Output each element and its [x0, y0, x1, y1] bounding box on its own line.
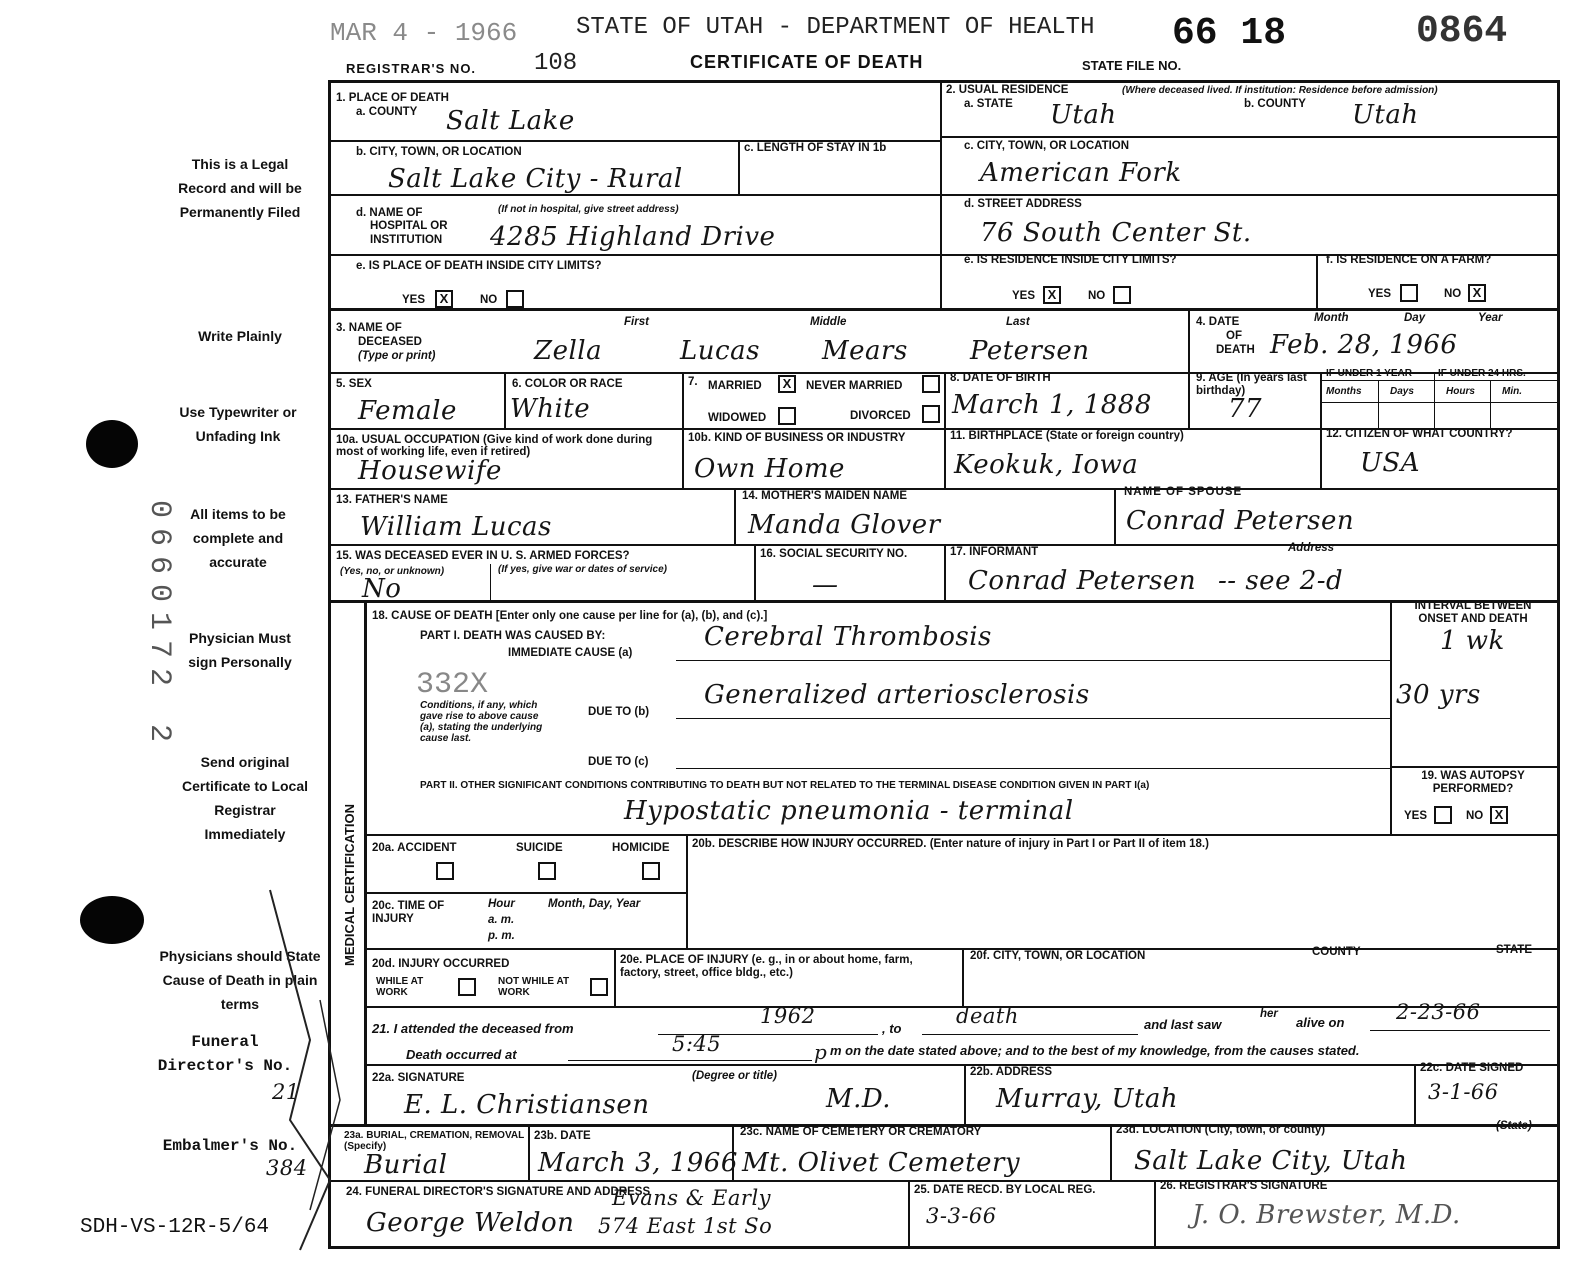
f9-months-label: Months [1326, 386, 1362, 397]
f9-hours-label: Hours [1446, 386, 1475, 397]
f22a-label: 22a. SIGNATURE [372, 1072, 465, 1084]
f3-last-label: Last [1006, 316, 1030, 328]
f23d-label: 23d. LOCATION (City, town, or county) [1116, 1124, 1326, 1136]
f18-label: 18. CAUSE OF DEATH [Enter only one cause per line for (a), (b), and (c).] [372, 610, 768, 622]
f2-state-value: Utah [1050, 100, 1117, 130]
f25-value: 3-3-66 [926, 1204, 997, 1228]
f15-sub-b: (If yes, give war or dates of service) [498, 564, 667, 575]
f1-city-limits-label: e. IS PLACE OF DEATH INSIDE CITY LIMITS? [356, 260, 602, 272]
f5-label: 5. SEX [336, 378, 372, 390]
f20c-mdy-label: Month, Day, Year [548, 898, 641, 910]
f7-divorced-label: DIVORCED [850, 410, 911, 422]
f2-limits-label: e. IS RESIDENCE INSIDE CITY LIMITS? [964, 254, 1177, 266]
f2-street-value: 76 South Center St. [980, 218, 1252, 248]
f4-month-label: Month [1314, 312, 1349, 324]
f15-sub-a: (Yes, no, or unknown) [340, 566, 445, 577]
f18-part2-label: PART II. OTHER SIGNIFICANT CONDITIONS CONTRIBUTING TO DEATH BUT NOT RELATED TO THE TERMINAL DISEASE CONDITION GIVEN IN PART I(a) [420, 780, 1150, 791]
f2-county-value: Utah [1352, 100, 1419, 130]
f1-inst-note: (If not in hospital, give street address) [498, 204, 679, 215]
f22c-date: 3-1-66 [1428, 1080, 1499, 1104]
f21-occurred-label: Death occurred at [406, 1047, 517, 1062]
f26-signature: J. O. Brewster, M.D. [1192, 1200, 1461, 1230]
f2-label: 2. USUAL RESIDENCE [946, 84, 1069, 96]
f11-label: 11. BIRTHPLACE (State or foreign country) [950, 430, 1184, 442]
f18-interval-b: 30 yrs [1396, 680, 1481, 710]
f23c-value: Mt. Olivet Cemetery [742, 1148, 1021, 1178]
f1-institution-value: 4285 Highland Drive [490, 222, 776, 252]
f12-value: USA [1360, 448, 1420, 478]
f10a-value: Housewife [358, 456, 502, 486]
f2-farm-yes-label: YES [1368, 288, 1392, 300]
f9-value: 77 [1228, 394, 1263, 424]
f2-state-label: a. STATE [964, 98, 1013, 110]
f2-city-value: American Fork [980, 158, 1182, 188]
f16-label: 16. SOCIAL SECURITY NO. [760, 548, 908, 560]
f3-middle-label: Middle [810, 316, 847, 328]
side-legal-record: This is a Legal Record and will be Permanently Filed [178, 156, 302, 220]
f18-interval-a: 1 wk [1440, 626, 1505, 656]
f22a-title: M.D. [826, 1084, 892, 1114]
f11-value: Keokuk, Iowa [954, 450, 1139, 480]
registrar-no-label: REGISTRAR'S NO. [346, 61, 477, 76]
f26-label: 26. REGISTRAR'S SIGNATURE [1160, 1180, 1328, 1192]
f19-label: 19. WAS AUTOPSY PERFORMED? [1421, 770, 1525, 795]
f2-limits-no-checkbox[interactable] [1113, 286, 1131, 304]
f20f-label: 20f. CITY, TOWN, OR LOCATION [970, 950, 1146, 962]
f2-county-label: b. COUNTY [1244, 98, 1306, 110]
f22c-label: 22c. DATE SIGNED [1420, 1062, 1524, 1074]
f1-stay-label: c. LENGTH OF STAY IN 1b [744, 142, 887, 154]
f7-widowed-checkbox[interactable] [778, 407, 796, 425]
f9-days-label: Days [1390, 386, 1414, 397]
f21-her: her [1260, 1008, 1278, 1020]
f21-pm-mark: p [814, 1040, 828, 1064]
f2-limits-yes-label: YES [1012, 290, 1036, 302]
f2-farm-label: f. IS RESIDENCE ON A FARM? [1326, 254, 1492, 266]
f8-value: March 1, 1888 [952, 390, 1152, 420]
f4-year-label: Year [1478, 312, 1503, 324]
f20a-homicide-label: HOMICIDE [612, 842, 670, 854]
f22a-signature: E. L. Christiansen [404, 1090, 650, 1120]
f23b-value: March 3, 1966 [538, 1148, 738, 1178]
f1-inst-label-c: INSTITUTION [370, 234, 443, 246]
f13-label: 13. FATHER'S NAME [336, 494, 448, 506]
f21-attended-label: 21. I attended the deceased from [372, 1021, 574, 1036]
f1-label: 1. PLACE OF DEATH [336, 92, 449, 104]
margin-pen-scrawl [250, 880, 360, 1260]
form-code: SDH-VS-12R-5/64 [80, 1216, 270, 1239]
f3-middle2-value: Mears [822, 336, 908, 366]
f20a-suicide-label: SUICIDE [516, 842, 563, 854]
f16-value: — [812, 570, 839, 600]
f19-no-checkbox[interactable]: X [1490, 806, 1508, 824]
f22b-label: 22b. ADDRESS [970, 1066, 1053, 1078]
f4-date-value: Feb. 28, 1966 [1270, 330, 1458, 360]
f23d-state-label: (State) [1496, 1120, 1532, 1132]
side-physician: Physician Must sign Personally [188, 630, 292, 670]
side-send-original: Send original Certificate to Local Registrar Immediately [181, 754, 309, 842]
f19-yes-checkbox[interactable] [1434, 806, 1452, 824]
f18-conditions-note: Conditions, if any, which gave rise to above cause (a), stating the underlying cause last. [420, 700, 543, 744]
f7-never-checkbox[interactable] [922, 375, 940, 393]
f1-county-value: Salt Lake [446, 106, 575, 136]
punch-hole-bottom [80, 896, 144, 944]
f1-no-label: NO [480, 294, 498, 306]
f20d-label: 20d. INJURY OCCURRED [372, 958, 510, 970]
date-received-stamp: MAR 4 - 1966 [330, 18, 518, 48]
f10b-label: 10b. KIND OF BUSINESS OR INDUSTRY [688, 432, 906, 444]
f19-yes-label: YES [1404, 810, 1428, 822]
f2-city-label: c. CITY, TOWN, OR LOCATION [964, 140, 1130, 152]
f9-under-24-label: IF UNDER 24 HRS. [1438, 368, 1526, 379]
file-number-b: 0864 [1416, 10, 1508, 53]
f20c-am-label: a. m. [488, 914, 515, 926]
f21-last-saw-label: and last saw [1144, 1017, 1222, 1032]
f21-from-value: 1962 [760, 1004, 816, 1028]
f21-to-label: , to [882, 1021, 902, 1036]
form-top-border [328, 80, 1560, 83]
f3-label-c: (Type or print) [358, 350, 436, 362]
embalmer-no: 384 [266, 1156, 308, 1180]
spouse-label: NAME OF SPOUSE [1124, 486, 1243, 498]
f3-last-value: Petersen [970, 336, 1090, 366]
agency-heading: STATE OF UTAH - DEPARTMENT OF HEALTH [576, 14, 1095, 41]
funeral-director-no-label: Funeral Director's No. [157, 1033, 293, 1075]
f13-value: William Lucas [360, 512, 552, 542]
f17-address-label: Address [1288, 542, 1335, 554]
f17-value: Conrad Petersen [968, 566, 1197, 596]
f15-label: 15. WAS DECEASED EVER IN U. S. ARMED FORCES? [336, 550, 630, 562]
f10a-label: 10a. USUAL OCCUPATION (Give kind of work done during most of working life, even if retired) [336, 434, 653, 458]
f18-interval-label: INTERVAL BETWEEN ONSET AND DEATH [1414, 600, 1532, 625]
f2-farm-no-label: NO [1444, 288, 1462, 300]
f20f-state-label: STATE [1496, 944, 1532, 956]
embalmer-no-label: Embalmer's No. [162, 1137, 298, 1155]
f14-label: 14. MOTHER'S MAIDEN NAME [742, 490, 908, 502]
f24-label: 24. FUNERAL DIRECTOR'S SIGNATURE AND ADDRESS [346, 1186, 651, 1198]
f21-to-value: death [956, 1004, 1019, 1028]
f18-code: 332X [416, 668, 489, 702]
f4-label-b: OF [1226, 330, 1242, 342]
f4-label-a: 4. DATE [1196, 316, 1240, 328]
f24-address: 574 East 1st So [598, 1214, 773, 1238]
f2-street-label: d. STREET ADDRESS [964, 198, 1082, 210]
f18-part2-value: Hypostatic pneumonia - terminal [624, 796, 1074, 826]
f7-married-label: MARRIED [708, 380, 762, 392]
f6-label: 6. COLOR OR RACE [512, 378, 623, 390]
f18-due-b-label: DUE TO (b) [588, 706, 650, 718]
f20f-county-label: COUNTY [1312, 946, 1361, 958]
f24-signature: George Weldon [366, 1208, 575, 1238]
f7-widowed-label: WIDOWED [708, 412, 767, 424]
medical-certification-label: MEDICAL CERTIFICATION [342, 803, 357, 966]
f2-label-note: (Where deceased lived. If institution: Residence before admission) [1122, 85, 1438, 96]
f1-county-label: a. COUNTY [356, 106, 418, 118]
f20d-while-checkbox[interactable] [458, 978, 476, 996]
f4-day-label: Day [1404, 312, 1426, 324]
f10b-value: Own Home [694, 454, 845, 484]
f23b-label: 23b. DATE [534, 1130, 591, 1142]
f1-yes-checkbox[interactable]: X [435, 290, 453, 308]
f20c-label: 20c. TIME OF INJURY [372, 900, 445, 925]
f20a-homicide-checkbox[interactable] [642, 862, 660, 880]
f20d-while-label: WHILE AT WORK [376, 976, 424, 998]
file-number-a: 66 18 [1172, 12, 1287, 55]
f2-farm-yes-checkbox[interactable] [1400, 284, 1418, 302]
f7-never-label: NEVER MARRIED [806, 380, 903, 392]
f25-label: 25. DATE RECD. BY LOCAL REG. [914, 1184, 1096, 1196]
punch-hole-top [86, 420, 138, 468]
f15-value: No [362, 574, 402, 604]
f21-rest-label: m on the date stated above; and to the best of my knowledge, from the causes stated. [830, 1043, 1360, 1058]
f3-label-b: DECEASED [358, 336, 422, 348]
f9-under-year-label: IF UNDER 1 YEAR [1326, 368, 1412, 379]
f20c-pm-label: p. m. [488, 930, 515, 942]
funeral-director-no: 21 [272, 1080, 300, 1104]
f23a-label: 23a. BURIAL, CREMATION, REMOVAL (Specify) [344, 1130, 525, 1152]
f20c-hour-label: Hour [488, 898, 515, 910]
f9-label: 9. AGE (In years last birthday) [1196, 372, 1307, 397]
f21-alive-on-label: alive on [1296, 1015, 1345, 1030]
f20a-suicide-checkbox[interactable] [538, 862, 556, 880]
side-physicians-state: Physicians should State Cause of Death in plain terms [159, 948, 321, 1012]
f18-due-c-label: DUE TO (c) [588, 756, 649, 768]
side-typewriter: Use Typewriter or Unfading Ink [179, 404, 297, 444]
f20b-label: 20b. DESCRIBE HOW INJURY OCCURRED. (Enter nature of injury in Part I or Part II of item 18.) [692, 838, 1209, 850]
f3-first-label: First [624, 316, 649, 328]
f21-time-value: 5:45 [672, 1032, 722, 1056]
certificate-title: CERTIFICATE OF DEATH [690, 52, 924, 72]
f7-label: 7. [688, 376, 698, 388]
f1-inst-label-a: d. NAME OF [356, 207, 423, 219]
f1-city-label: b. CITY, TOWN, OR LOCATION [356, 146, 522, 158]
f2-farm-no-checkbox[interactable]: X [1468, 284, 1486, 302]
side-write-plainly: Write Plainly [198, 328, 282, 344]
f3-middle1-value: Lucas [680, 336, 760, 366]
side-serial-number: 0660172 2 [142, 500, 176, 753]
f20d-not-while-checkbox[interactable] [590, 978, 608, 996]
f23d-value: Salt Lake City, Utah [1134, 1146, 1408, 1176]
f19-no-label: NO [1466, 810, 1484, 822]
f21-alive-date: 2-23-66 [1396, 1000, 1481, 1024]
f17-label: 17. INFORMANT [950, 546, 1039, 558]
f2-limits-no-label: NO [1088, 290, 1106, 302]
f6-value: White [510, 394, 591, 424]
f1-city-value: Salt Lake City - Rural [388, 164, 683, 194]
f12-label: 12. CITIZEN OF WHAT COUNTRY? [1326, 428, 1513, 440]
side-complete: All items to be complete and accurate [190, 506, 286, 570]
f24-firm: Evans & Early [612, 1186, 772, 1210]
f23c-label: 23c. NAME OF CEMETERY OR CREMATORY [740, 1126, 982, 1138]
state-file-label: STATE FILE NO. [1082, 58, 1182, 73]
f18-immediate-label: IMMEDIATE CAUSE (a) [508, 647, 633, 659]
form-bottom-border [328, 1246, 1560, 1249]
f20a-accident-checkbox[interactable] [436, 862, 454, 880]
f8-label: 8. DATE OF BIRTH [950, 372, 1051, 384]
f3-first-value: Zella [534, 336, 603, 366]
f18-part1-label: PART I. DEATH WAS CAUSED BY: [420, 630, 606, 642]
f14-value: Manda Glover [748, 510, 941, 540]
f1-no-checkbox[interactable] [506, 290, 524, 308]
spouse-value: Conrad Petersen [1126, 506, 1355, 536]
f7-divorced-checkbox[interactable] [922, 405, 940, 423]
f22a-degree-label: (Degree or title) [692, 1070, 777, 1082]
f17-address-value: -- see 2-d [1218, 566, 1344, 596]
f18-cause-b: Generalized arteriosclerosis [704, 680, 1090, 710]
f1-inst-label-b: HOSPITAL OR [370, 220, 448, 232]
f22b-address: Murray, Utah [996, 1084, 1179, 1114]
f20a-label: 20a. ACCIDENT [372, 842, 457, 854]
form-right-border [1557, 80, 1560, 1248]
f20e-label: 20e. PLACE OF INJURY (e. g., in or about home, farm, factory, street, office bldg., etc.) [620, 954, 913, 979]
f23a-value: Burial [364, 1150, 448, 1180]
f20d-not-while-label: NOT WHILE AT WORK [498, 976, 570, 998]
f1-yes-label: YES [402, 294, 426, 306]
f18-cause-a: Cerebral Thrombosis [704, 622, 992, 652]
f5-value: Female [358, 396, 457, 426]
f3-label-a: 3. NAME OF [336, 322, 402, 334]
f7-married-checkbox[interactable]: X [778, 375, 796, 393]
f2-limits-yes-checkbox[interactable]: X [1043, 286, 1061, 304]
f4-label-c: DEATH [1216, 344, 1255, 356]
registrar-no: 108 [534, 50, 578, 77]
f9-min-label: Min. [1502, 386, 1522, 397]
